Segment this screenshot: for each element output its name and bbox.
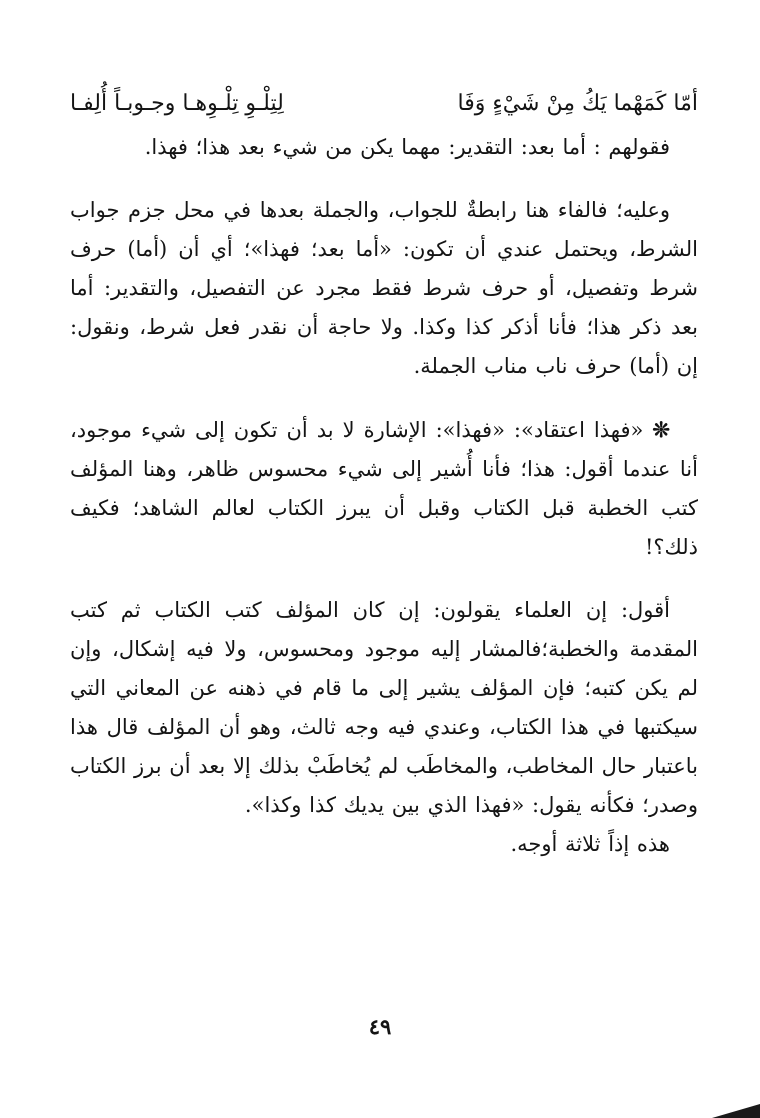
paragraph-4: أقول: إن العلماء يقولون: إن كان المؤلف كتب الكتاب ثم كتب المقدمة والخطبة؛فالمشار إليه موجود ومحسوس، ولا فيه إشكال، وإن لم يكن كتبه؛ فإن المؤلف يشير إلى ما قام في ذهنه عن المعاني التي سيكتبها في هذا الكتاب، وعندي فيه وجه ثالث، وهو أن المؤلف قال هذا باعتبار حال المخاطب، والمخاطَب لم يُخاطَبْ بذلك إلا بعد أن برز الكتاب وصدر؛ فكأنه يقول: «فهذا الذي بين يديك كذا وكذا». [70,598,698,817]
poetry-verse [70,86,698,122]
paragraph-3-text: «فهذا اعتقاد»: «فهذا»: الإشارة لا بد أن تكون إلى شيء موجود، أنا عندما أقول: هذا؛ فأنا أُشير إلى شيء محسوس ظاهر، وهنا المؤلف كتب الخطبة قبل الكتاب وقبل أن يبرز الكتاب لعالم الشاهد؛ فكيف ذلك؟! [70,418,698,559]
star-bullet-icon: ❊ [652,417,670,442]
verse-right-hemistich: أمّا كَمَهْما يَكُ مِنْ شَيْءٍ وَفَا [457,91,698,116]
paragraph-2: وعليه؛ فالفاء هنا رابطةٌ للجواب، والجملة بعدها في محل جزم جواب الشرط، ويحتمل عندي أن تكون: «أما بعد؛ فهذا»؛ أي أن (أما) حرف شرط وتفصيل، أو حرف شرط فقط مجرد عن التفصيل، والتقدير: أما بعد ذكر هذا؛ فأنا أذكر كذا وكذا. ولا حاجة أن نقدر فعل شرط، ونقول: إن (أما) حرف ناب مناب الجملة. [70,198,698,378]
paragraph-3 [70,410,698,567]
page-body [70,86,698,864]
verse-left-hemistich: لِتِلْـوِ تِلْـوِهـا وجـوبـاً أُلِفـا [70,91,284,116]
page-edge-mark-icon [712,1100,760,1118]
page-number: ٤٩ [368,1014,392,1039]
paragraph-1: فقولهم : أما بعد: التقدير: مهما يكن من شيء بعد هذا؛ فهذا. [144,135,670,159]
paragraph-5: هذه إذاً ثلاثة أوجه. [510,832,670,856]
